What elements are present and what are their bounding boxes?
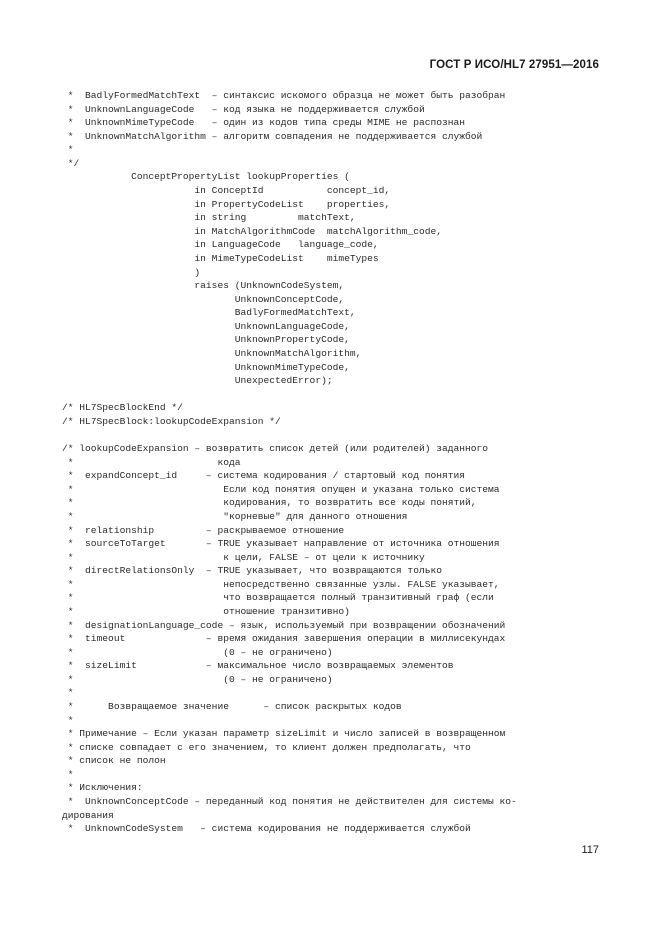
code-line: UnknownMatchAlgorithm, [62,347,362,359]
code-line: * UnknownConceptCode – переданный код понятия не действителен для системы ко- [62,796,517,808]
code-line: in ConceptId concept_id, [62,185,391,197]
code-line: BadlyFormedMatchText, [62,307,356,319]
code-line: in PropertyCodeList properties, [62,198,391,210]
page-number: 117 [581,844,599,856]
code-line: /* lookupCodeExpansion – возвратить список детей (или родителей) заданного [62,443,489,455]
code-line: * список не полон [62,755,166,767]
code-line: UnknownConceptCode, [62,293,345,305]
code-line: * [62,768,74,780]
code-line: * Исключения: [62,782,143,794]
code-line: * Примечание – Если указан параметр sizeLimit и число записей в возвращенном [62,728,506,740]
code-line: /* HL7SpecBlock:lookupCodeExpansion */ [62,415,281,427]
code-line: in MimeTypeCodeList mimeTypes [62,252,379,264]
code-line: * designationLanguage_code – язык, используемый при возвращении обозначений [62,619,506,631]
code-line: in LanguageCode language_code, [62,239,379,251]
code-line: * что возвращается полный транзитивный граф (если [62,592,494,604]
code-line: UnknownMimeTypeCode, [62,361,350,373]
code-line: * (0 – не ограничено) [62,646,333,658]
code-line: * [62,714,74,726]
code-listing [62,89,602,836]
code-line: * UnknownLanguageCode – код языка не поддерживается службой [62,103,425,115]
code-line: * (0 – не ограничено) [62,673,333,685]
code-line: * UnknownMimeTypeCode – один из кодов типа среды MIME не распознан [62,117,466,129]
code-line [62,388,602,402]
code-line: * кода [62,456,241,468]
code-line: UnexpectedError); [62,375,333,387]
code-line: * к цели, FALSE – от цели к источнику [62,551,425,563]
code-line: * [62,687,74,699]
code-line: * Возвращаемое значение – список раскрытых кодов [62,701,402,713]
code-line: * [62,144,74,156]
code-line: raises (UnknownCodeSystem, [62,280,345,292]
code-line: * sourceToTarget – TRUE указывает направление от источника отношения [62,538,500,550]
code-line: * Если код понятия опущен и указана только система [62,483,500,495]
code-line: * отношение транзитивно) [62,605,350,617]
code-line: * relationship – раскрываемое отношение [62,524,345,536]
code-line: * UnknownMatchAlgorithm – алгоритм совпадения не поддерживается службой [62,130,483,142]
code-line: */ [62,157,80,169]
code-line [62,428,602,442]
code-line: * кодирования, то возвратить все коды понятий, [62,497,477,509]
code-line: * timeout – время ожидания завершения операции в миллисекундах [62,633,506,645]
code-line: UnknownPropertyCode, [62,334,350,346]
code-line: in MatchAlgorithmCode matchAlgorithm_code, [62,225,442,237]
code-line: * UnknownCodeSystem – система кодирования не поддерживается службой [62,823,471,835]
code-line: * sizeLimit – максимальное число возвращаемых элементов [62,660,454,672]
code-line: * списке совпадает с его значением, то клиент должен предполагать, что [62,741,471,753]
code-line: /* HL7SpecBlockEnd */ [62,402,183,414]
code-line: * непосредственно связанные узлы. FALSE указывает, [62,578,500,590]
standard-header: ГОСТ Р ИСО/HL7 27951—2016 [429,59,599,71]
code-line: * directRelationsOnly – TRUE указывает, что возвращаются только [62,565,442,577]
code-line: in string matchText, [62,212,356,224]
code-line: ConceptPropertyList lookupProperties ( [62,171,350,183]
code-line: UnknownLanguageCode, [62,320,350,332]
code-line: * BadlyFormedMatchText – синтаксис искомого образца не может быть разобран [62,90,506,101]
code-line: * expandConcept_id – система кодирования / стартовый код понятия [62,470,466,482]
code-line: дирования [62,809,114,821]
code-line: ) [62,266,201,278]
code-line: * "корневые" для данного отношения [62,510,408,522]
